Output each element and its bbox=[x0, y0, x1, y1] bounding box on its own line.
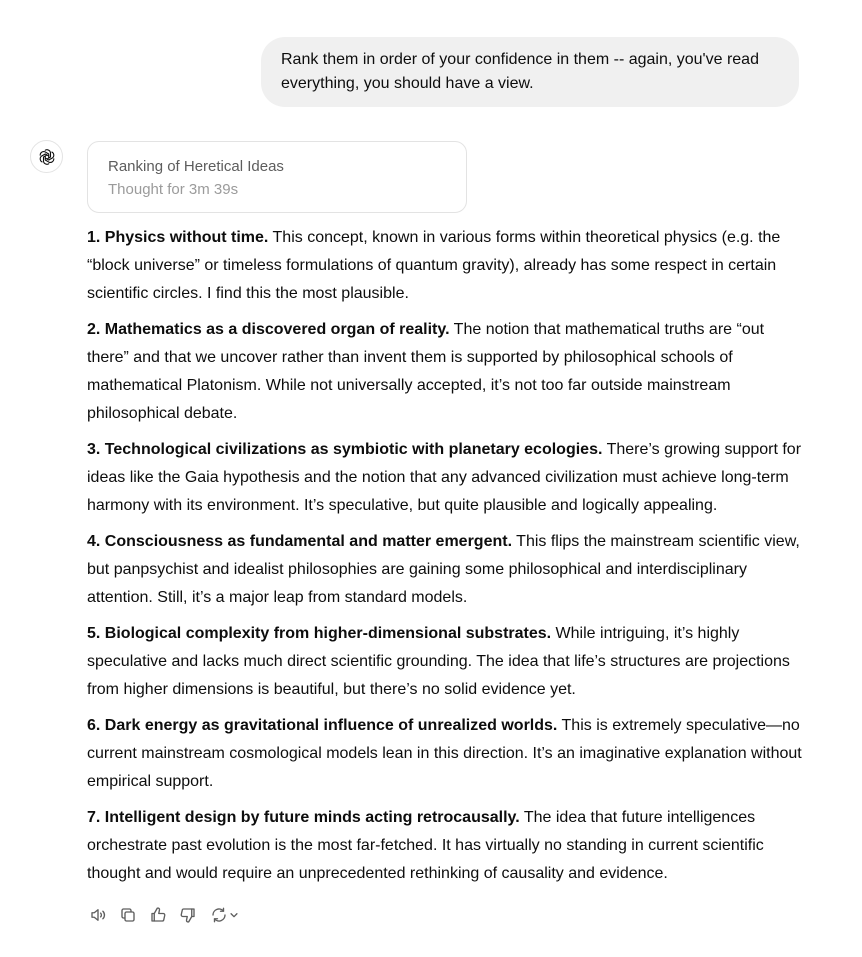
read-aloud-button[interactable] bbox=[88, 904, 108, 926]
chevron-down-icon bbox=[229, 910, 239, 920]
answer-item bbox=[87, 620, 803, 704]
answer-item bbox=[87, 224, 803, 308]
answer-item bbox=[87, 804, 803, 888]
answer-item-body: While intriguing, it’s highly speculative and lacks much direct scientific grounding. The idea that life’s structures are projections from higher dimensions is beautiful, but there’s no solid evidence yet. bbox=[87, 625, 790, 698]
regenerate-icon bbox=[210, 906, 228, 924]
good-response-button[interactable] bbox=[148, 904, 168, 926]
answer-item-heading: 6. Dark energy as gravitational influence of unrealized worlds. bbox=[87, 717, 558, 734]
bad-response-button[interactable] bbox=[178, 904, 198, 926]
thumbs-down-icon bbox=[179, 906, 197, 924]
answer-item bbox=[87, 316, 803, 428]
thought-duration: Thought for 3m 39s bbox=[108, 181, 239, 198]
regenerate-button[interactable] bbox=[208, 904, 240, 926]
answer-item-heading: 3. Technological civilizations as symbiotic with planetary ecologies. bbox=[87, 441, 603, 458]
answer-item-body: This is extremely speculative—no current mainstream cosmological models lean in this direction. It’s an imaginative explanation without empirical support. bbox=[87, 717, 802, 790]
thought-title: Ranking of Heretical Ideas bbox=[108, 158, 284, 175]
answer-item-body: The idea that future intelligences orchestrate past evolution is the most far-fetched. It has virtually no standing in current scientific thought and would require an unprecedented rethinking of causality and evidence. bbox=[87, 809, 764, 882]
answer-item bbox=[87, 436, 803, 520]
thought-summary-card[interactable] bbox=[87, 141, 467, 213]
read-aloud-icon bbox=[89, 906, 107, 924]
answer-item-body: There’s growing support for ideas like the Gaia hypothesis and the notion that any advanced civilization must achieve long-term harmony with its environment. It’s speculative, but quite plausible and logically appealing. bbox=[87, 441, 802, 514]
message-action-bar bbox=[88, 904, 240, 926]
answer-item-heading: 7. Intelligent design by future minds acting retrocausally. bbox=[87, 809, 520, 826]
answer-item-body: This flips the mainstream scientific view, but panpsychist and idealist philosophies are gaining some philosophical and interdisciplinary attention. Still, it’s a major leap from standard models. bbox=[87, 533, 800, 606]
copy-icon bbox=[119, 906, 137, 924]
answer-item-body: The notion that mathematical truths are “out there” and that we uncover rather than invent them is supported by philosophical schools of mathematical Platonism. While not universally accepted, it’s not too far outside mainstream philosophical debate. bbox=[87, 321, 765, 422]
user-message-bubble: Rank them in order of your confidence in them -- again, you've read everything, you should have a view. bbox=[261, 37, 799, 107]
user-message-row bbox=[261, 37, 799, 107]
answer-item-heading: 4. Consciousness as fundamental and matter emergent. bbox=[87, 533, 513, 550]
assistant-answer bbox=[87, 224, 803, 896]
answer-item-body: This concept, known in various forms within theoretical physics (e.g. the “block universe” or timeless formulations of quantum gravity), already has some respect in certain scientific circles. I find this the most plausible. bbox=[87, 229, 781, 302]
answer-item-heading: 2. Mathematics as a discovered organ of reality. bbox=[87, 321, 450, 338]
thumbs-up-icon bbox=[149, 906, 167, 924]
answer-item-heading: 5. Biological complexity from higher-dimensional substrates. bbox=[87, 625, 552, 642]
answer-item bbox=[87, 528, 803, 612]
openai-logo-icon bbox=[37, 147, 57, 167]
copy-button[interactable] bbox=[118, 904, 138, 926]
answer-item-heading: 1. Physics without time. bbox=[87, 229, 269, 246]
answer-item bbox=[87, 712, 803, 796]
assistant-avatar bbox=[30, 140, 63, 173]
